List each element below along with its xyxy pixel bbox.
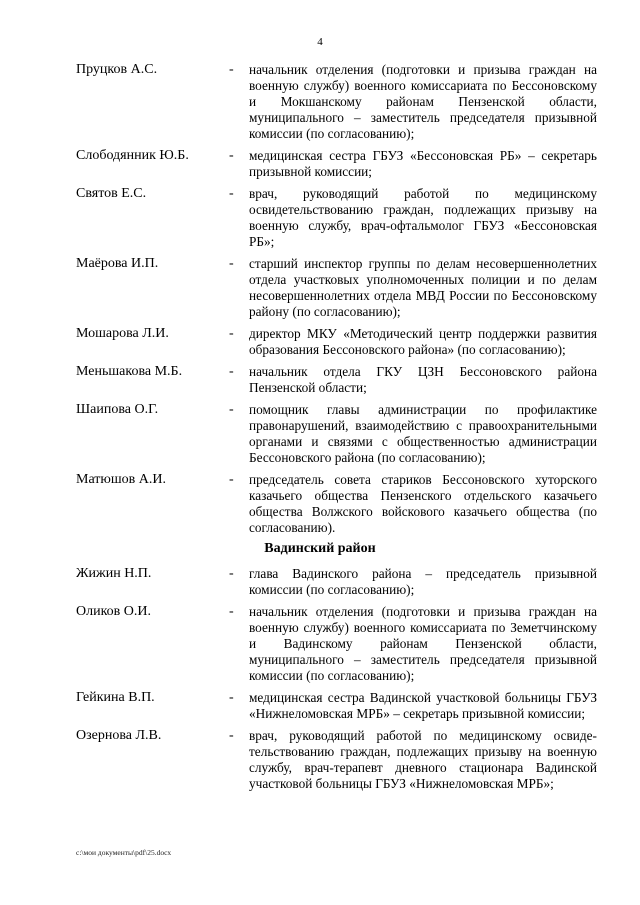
member-role: начальник отдела ГКУ ЦЗН Бессоновского района Пензенской области;: [249, 364, 597, 395]
member-role: председатель совета стариков Бессоновского хуторского казачьего общества Пензенского отдельского казачьего общества Волжского войскового казачьего общества (по согласованию).: [249, 472, 597, 535]
member-role: врач, руководящий работой по медицинскому освиде-тельствованию граждан, подлежащих призыву на военную службу, врач-терапевт дневного стационара Вадинской участковой больницы ГБУЗ «Нижнеломовская МРБ»;: [249, 728, 597, 791]
member-name: Маёрова И.П.: [76, 256, 159, 271]
member-dash: -: [229, 256, 234, 271]
member-role: начальник отделения (подготовки и призыва граждан на военную службу) военного комиссариата по Бессоновскому и Мокшанскому районам Пензенской области, муниципального – заместитель председателя призывной комиссии (по согласованию);: [249, 62, 597, 141]
member-role: директор МКУ «Методический центр поддержки развития образования Бессоновского района» (по согласованию);: [249, 326, 597, 357]
member-entry: [0, 472, 640, 536]
member-name: Пруцков А.С.: [76, 62, 158, 77]
member-dash: -: [229, 62, 234, 77]
member-name: Меньшакова М.Б.: [76, 364, 183, 379]
member-name: Оликов О.И.: [76, 604, 152, 619]
member-name: Шаипова О.Г.: [76, 402, 159, 417]
member-dash: -: [229, 326, 234, 341]
member-role: глава Вадинского района – председатель призывной комиссии (по согласованию);: [249, 566, 597, 597]
member-role: помощник главы администрации по профилактике правонарушений, взаимодействию с правоохранительными органами и связями с общественностью администрации Бессоновского района (по согласованию);: [249, 402, 597, 465]
member-entry: [0, 326, 640, 358]
member-name: Матюшов А.И.: [76, 472, 166, 487]
section-title: Вадинский район: [264, 541, 376, 556]
member-entry: [0, 690, 640, 722]
member-role: врач, руководящий работой по медицинскому освидетельствованию граждан, подлежащих призыву на военную службу, врач-офтальмолог ГБУЗ «Бессоновская РБ»;: [249, 186, 597, 249]
member-dash: -: [229, 728, 234, 743]
member-role: начальник отделения (подготовки и призыва граждан на военную службу) военного комиссариата по Земетчинскому и Вадинскому районам Пензенской области, муниципального – заместитель председателя призывной комиссии (по согласованию);: [249, 604, 597, 683]
member-entry: [0, 566, 640, 598]
member-name: Озернова Л.В.: [76, 728, 162, 743]
member-role: медицинская сестра Вадинской участковой больницы ГБУЗ «Нижнеломовская МРБ» – секретарь призывной комиссии;: [249, 690, 597, 721]
member-entry: [0, 256, 640, 320]
member-entry: [0, 148, 640, 180]
file-path-footer: c:\мои документы\pdf\25.docx: [76, 848, 172, 857]
member-dash: -: [229, 566, 234, 581]
member-entry: [0, 186, 640, 250]
member-name: Мошарова Л.И.: [76, 326, 169, 341]
member-dash: -: [229, 148, 234, 163]
member-name: Жижин Н.П.: [76, 566, 152, 581]
member-name: Гейкина В.П.: [76, 690, 155, 705]
member-role: старший инспектор группы по делам несовершеннолетних отдела участковых уполномоченных полиции и по делам несовершеннолетних отдела МВД России по Бессоновскому району (по согласованию);: [249, 256, 597, 319]
member-dash: -: [229, 364, 234, 379]
member-name: Святов Е.С.: [76, 186, 147, 201]
member-role: медицинская сестра ГБУЗ «Бессоновская РБ» – секретарь призывной комиссии;: [249, 148, 597, 179]
page-number: 4: [317, 36, 323, 48]
member-entry: [0, 604, 640, 684]
member-entry: [0, 402, 640, 466]
member-dash: -: [229, 690, 234, 705]
commission-member-list: [0, 62, 640, 798]
member-dash: -: [229, 604, 234, 619]
member-dash: -: [229, 472, 234, 487]
member-dash: -: [229, 402, 234, 417]
member-entry: [0, 62, 640, 142]
member-entry: [0, 364, 640, 396]
member-dash: -: [229, 186, 234, 201]
member-name: Слободянник Ю.Б.: [76, 148, 189, 163]
member-entry: [0, 728, 640, 792]
